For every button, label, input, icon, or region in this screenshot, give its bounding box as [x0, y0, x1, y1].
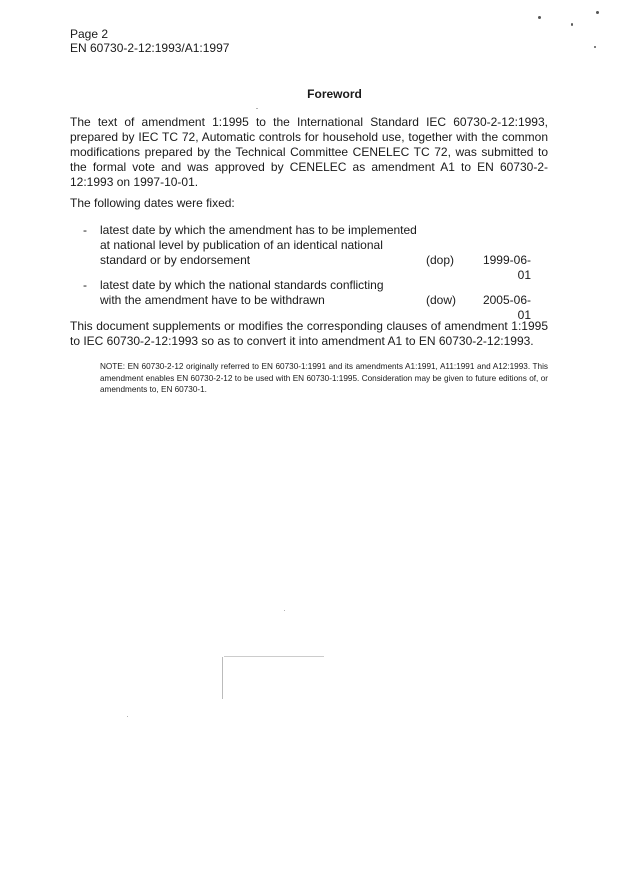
scan-speck	[256, 108, 258, 109]
list-bullet: -	[83, 223, 87, 237]
scan-speck	[596, 11, 599, 14]
scan-speck	[127, 716, 128, 717]
scan-speck	[538, 16, 541, 19]
document-reference: EN 60730-2-12:1993/A1:1997	[70, 41, 230, 55]
scan-mark	[222, 657, 223, 699]
scan-mark	[224, 656, 324, 657]
date-code: (dop)	[426, 253, 455, 267]
scan-speck	[571, 23, 573, 26]
date-value: 1999-06-01	[482, 253, 531, 282]
supplement-paragraph: This document supplements or modifies the corresponding clauses of amendment 1:1995 to IEC 60730-2-12:1993 so as to convert it into amendment A1 to EN 60730-2-12:1993.	[70, 319, 548, 348]
date-item-text-line: at national level by publication of an identical national	[100, 238, 383, 252]
scan-speck	[284, 610, 285, 611]
page-header	[70, 27, 229, 55]
scan-speck	[594, 46, 596, 48]
dates-intro-paragraph: The following dates were fixed:	[70, 196, 235, 210]
intro-paragraph: The text of amendment 1:1995 to the International Standard IEC 60730-2-12:1993, prepared by IEC TC 72, Automatic controls for household use, together with the common modifications prepared by the Technical Committee CENELEC TC 72, was submitted to the formal vote and was approved by CENELEC as amendment A1 to EN 60730-2-12:1993 on 1997-10-01.	[70, 115, 548, 189]
date-item-text-line: standard or by endorsement	[100, 253, 251, 267]
date-item-text-line: with the amendment have to be withdrawn	[100, 293, 325, 307]
date-code: (dow)	[426, 293, 457, 307]
date-item-text-line: latest date by which the national standards conflicting	[100, 278, 384, 292]
date-value: 2005-06-01	[482, 293, 531, 322]
date-item-dow	[83, 278, 531, 323]
date-item-text-line: latest date by which the amendment has to be implemented	[100, 223, 417, 237]
list-bullet: -	[83, 278, 87, 292]
note-paragraph: NOTE: EN 60730-2-12 originally referred to EN 60730-1:1991 and its amendments A1:1991, A11:1991 and A12:1993. This amendment enables EN 60730-2-12 to be used with EN 60730-1:1995. Consideration may be given to future editions of, or amendments to, EN 60730-1.	[100, 362, 548, 394]
foreword-title: Foreword	[307, 87, 362, 101]
page-number: Page 2	[70, 27, 109, 41]
date-item-dop	[83, 223, 531, 283]
